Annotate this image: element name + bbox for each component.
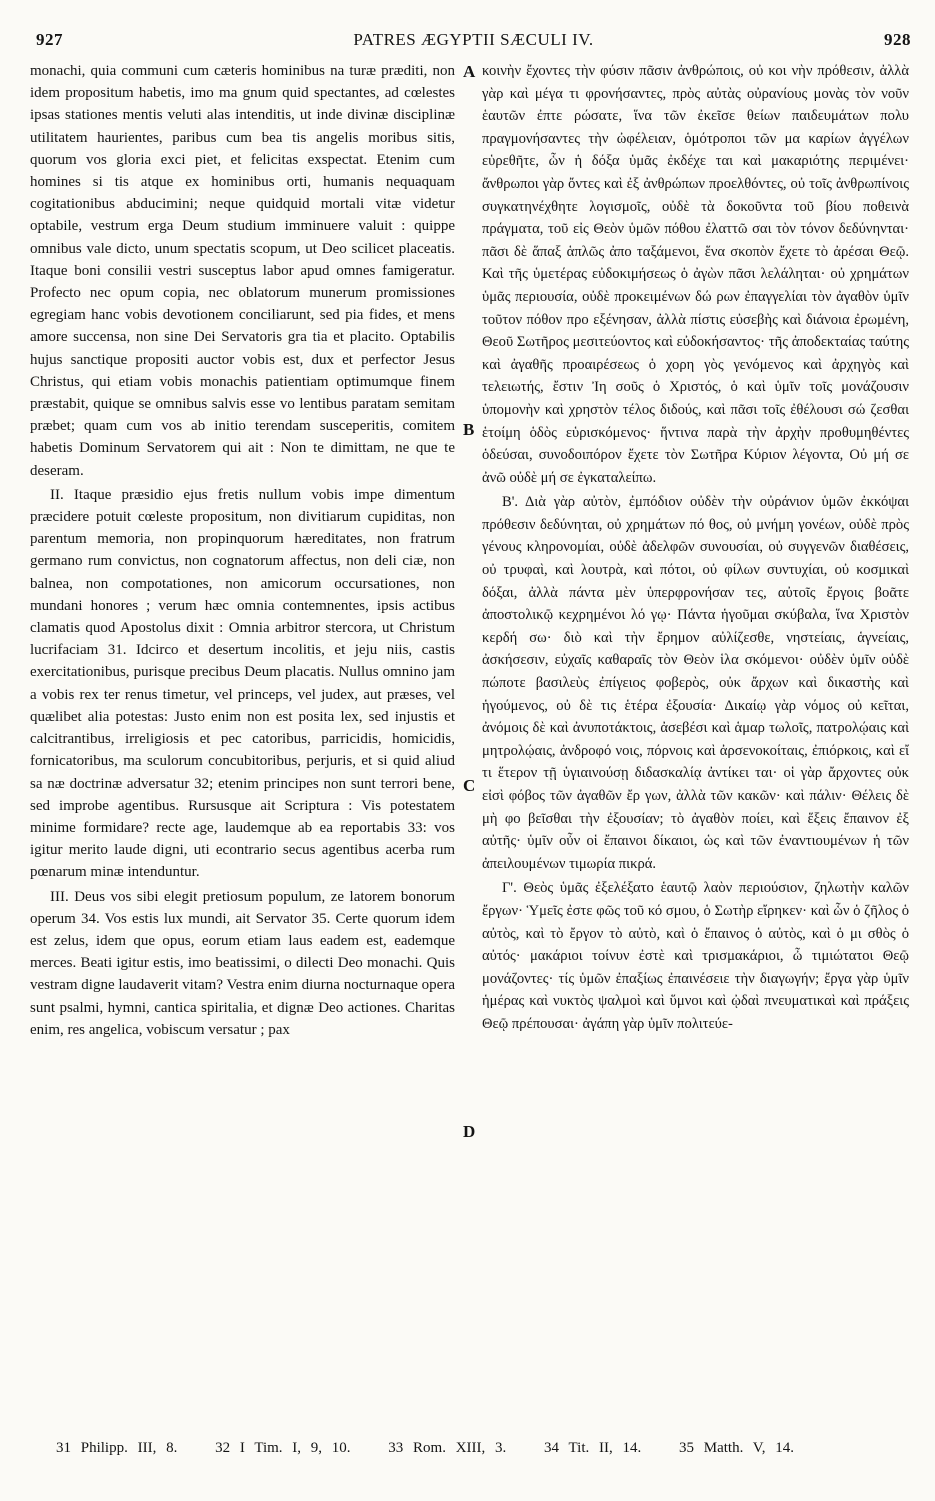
running-title: PATRES ÆGYPTII SÆCULI IV.: [353, 30, 594, 49]
page-number-left: 927: [36, 30, 63, 49]
footnote-34: 34 Tit. II, 14.: [544, 1440, 642, 1456]
greek-paragraph-3: Γ'. Θεὸς ὑμᾶς ἐξελέξατο ἑαυτῷ λαὸν περιούσιον, ζηλωτὴν καλῶν ἔργων· Ὑμεῖς ἐστε φῶς τοῦ κό σμου, ὁ Σωτὴρ εἴρηκεν· καὶ ὧν ὁ ζῆλος ὁ αὐτὸς, καὶ τὸ ἔργον τὸ αὐτὸ, καὶ ὁ ἔπαινος ὁ αὐτὸς, καὶ ὁ μι σθὸς ὁ αὐτός· μακάριοι τοίνυν ἐστὲ καὶ τρισμακάριοι, ὦ τιμιώτατοι Θεῷ μονάζοντες· τίς ὑμῶν ἐπαξίως ἐπαινέσειε τὴν διαγωγήν; ἔργα γὰρ ὑμῖν ἡμέρας καὶ νυκτὸς ψαλμοὶ καὶ ὕμνοι καὶ ᾠδαὶ πνευματικαὶ καὶ πράξεις Θεῷ πρέπουσαι· ἀγάπη γὰρ ὑμῖν πολιτεύε-: [482, 880, 909, 1032]
footnote-33: 33 Rom. XIII, 3.: [388, 1440, 507, 1456]
page-number-right: 928: [884, 30, 911, 49]
margin-marker-c: C: [463, 776, 476, 795]
footnote-31: 31 Philipp. III, 8.: [56, 1440, 178, 1456]
greek-column: [482, 60, 909, 1036]
greek-paragraph-2: Β'. Διὰ γὰρ αὐτὸν, ἐμπόδιον οὐδὲν τὴν οὐράνιον ὑμῶν ἐκκόψαι πρόθεσιν δεδύνηται, οὐ χρημάτων πό θος, οὐ μνήμη γονέων, οὐδὲ πρὸς γένους κληρονομίαι, οὐδὲ ἀδελφῶν συνουσίαι, οὐ συγγενῶν διαθέσεις, οὐ τρυφαὶ, καὶ λουτρὰ, καὶ πότοι, οὐ φίλων συντυχίαι, οὐ κοσμικαὶ δόξαι, ἀλλὰ πάντα μὲν ὑπερφρονήσαν τες, αὐτοῖς ἔργοις βοᾶτε ἀποστολικῷ κεχρημένοι λό γῳ· Πάντα ἡγοῦμαι σκύβαλα, ἵνα Χριστὸν κερδή σω· διὸ καὶ τὴν ἔρημον αὐλίζεσθε, νηστείαις, ἁγνείαις, ἀσκήσεσιν, εὐχαῖς καθαραῖς τὸν Θεὸν ἱλα σκόμενοι· οὐδὲν ὑμῖν οὐδὲ πώποτε βασιλεὺς ἐπίγειος φοβερὸς, οὐκ ἄρχων καὶ δικαστὴς καὶ ἡγούμενος, οὐ δὲ τις ἑτέρα ἐξουσία· Δικαίῳ γὰρ νόμος οὐ κεῖται, ἀνόμοις δὲ καὶ ἀνυποτάκτοις, ἀσεβέσι καὶ ἁμαρ τωλοῖς, πατρολῴαις καὶ μητρολῴαις, ἀνδροφό νοις, πόρνοις καὶ ἀρσενοκοίταις, ἐπιόρκοις, καὶ εἴ τι ἕτερον τῇ ὑγιαινούσῃ διδασκαλίᾳ ἀντίκει ται· οἱ γὰρ ἄρχοντες οὐκ εἰσὶ φόβος τῶν ἀγαθῶν ἔρ γων, ἀλλὰ τῶν κακῶν· καὶ πάλιν· Θέλεις δὲ μὴ φο βεῖσθαι τὴν ἐξουσίαν; τὸ ἀγαθὸν ποίει, καὶ ἕξεις ἔπαινον ἐξ αὐτῆς· ὑμῖν οὖν οἱ ἔπαινοι δίκαιοι, ὡς καὶ τῶν ἐναντιουμένων ἡ τῶν ἀπειλουμένων τιμωρία πικρά.: [482, 494, 909, 872]
margin-marker-a: A: [463, 62, 476, 81]
greek-paragraph-1: κοινὴν ἔχοντες τὴν φύσιν πᾶσιν ἀνθρώποις, οὐ κοι νὴν πρόθεσιν, ἀλλὰ γὰρ καὶ μέγα τι φρονήσαντες, πρὸς αὐτὰς οὐρανίους μονὰς τὸν νοῦν ἑαυτῶν ἐπτε ρώσατε, ἵνα τῶν ἐκεῖσε θείων παιδευμάτων πολυ πραγμονήσαντες τὴν ὠφέλειαν, ὁμότροποι τῶν μα καρίων ἀγγέλων εὑρεθῆτε, ὧν ἡ δόξα ὑμᾶς ἐκδέχε ται καὶ μακαριότης περιμένει· ἄνθρωποι γὰρ ὄντες καὶ ἐξ ἀνθρώπων προελθόντες, οὐ τοῖς ἀνθρωπίνοις συγκατηνέχθητε λογισμοῖς, οὐδὲ τὰ δοκοῦντα τοῦ βίου ποθεινὰ πράγματα, τοῦ εἰς Θεὸν ὑμῶν πόθου ἐλαττῶ σαι τὸν τόνον δεδύνηνται· πᾶσι δὲ ἅπαξ ἁπλῶς ἀπο ταξάμενοι, ἕνα σκοπὸν ἔχετε τὸ ἀρέσαι Θεῷ. Καὶ τῆς ὑμετέρας εὐδοκιμήσεως ὁ ἀγὼν πᾶσι λελάληται· οὐ χρημάτων ὑμᾶς περιουσία, οὐδὲ προκειμένων δώ ρων ἐπαγγελίαι τὸν ἀγαθὸν ὑμῖν τοῦτον πόθον προ εξένησαν, ἀλλὰ πίστις εὐσεβὴς καὶ διάνοια ἐρωμένη, Θεοῦ Σωτῆρος μεσιτεύοντος καὶ εὐδοκήσαντος· τῆς ἀποδεκταίας ταύτης καὶ ἀγαθῆς προαιρέσεως ὁ χορη γὸς γενόμενος καὶ ἀρχηγὸς καὶ τελειωτής, ἔστιν Ἰη σοῦς ὁ Χριστός, ὁ καὶ ὑμῖν τοῖς μονάζουσιν ὑπομονὴν καὶ χρηστὸν τέλος διδούς, καὶ πᾶσι τοῖς ἐθέλουσι σώ ζεσθαι ἑτοίμη ὁδὸς εὑρισκόμενος· ἥντινα παρὰ τὴν ἀρχὴν προθυμηθέντες ὁδεύσαι, συνοδοιπόρον ἔχετε τὸν Σωτῆρα Κύριον λέγοντα, Οὐ μή σε ἀνῶ οὐδὲ μή σε ἐγκαταλείπω.: [482, 63, 909, 486]
margin-marker-d: D: [463, 1122, 476, 1141]
latin-paragraph-3: III. Deus vos sibi elegit pretiosum populum, ze latorem bonorum operum 34. Vos estis lux mundi, ait Servator 35. Certe quorum idem est zelus, idem que opus, eorum etiam laus eadem est, eademque merces. Beati igitur estis, imo beatissimi, o dilecti Deo monachi. Quis vestram digne laudaverit vitam? Vestra enim diurna nocturnaque opera sunt psalmi, hymni, cantica spiritalia, et dignæ Deo actiones. Charitas enim, res angelica, vobiscum versatur ; pax: [30, 888, 455, 1038]
footnote-35: 35 Matth. V, 14.: [679, 1440, 794, 1456]
footnotes: [56, 1440, 875, 1457]
margin-marker-b: B: [463, 420, 475, 439]
footnote-32: 32 I Tim. I, 9, 10.: [215, 1440, 351, 1456]
latin-paragraph-1: monachi, quia communi cum cæteris hominibus na turæ præditi, non idem propositum habetis, imo ma gnum quid spectantes, ad cœlestes ipsas stationes mentis veluti alas intenditis, ut inde divinæ disciplinæ utilitatem haurientes, paribus cum bea tis angelis moribus sitis, quorum vos gloria exci piet, et felicitas exspectat. Etenim cum homines si tis atque ex hominibus orti, humanis nequaquam cogitationibus abducimini; neque quidquid mortali vitæ videtur optabile, vestrum erga Deum studium imminuere valuit : quippe omnibus vale dicto, unum spectatis scopum, ut Deo scilicet placeatis. Itaque boni consilii vestri susceptus labor apud omnes famigeratur. Profecto nec opum copia, nec oblatorum munerum promissiones egregiam hanc vobis devotionem conciliarunt, sed pia fides, et mens amore succensa, non sine Dei Servatoris gra tia et placito. Optabilis hujus sanctique propositi auctor vobis est, dux et perfector Jesus Christus, qui etiam vobis monachis patientiam optimumque finem præstabit, quique se omnibus salvis esse vo lentibus paratam semitam præbet; quam cum vos ab initio terendam susceperitis, comitem habetis Dominum Servatorem qui ait : Non te dimittam, ne que te deseram.: [30, 63, 455, 479]
latin-column: [30, 60, 455, 1041]
page-header: [36, 30, 911, 54]
latin-paragraph-2: II. Itaque præsidio ejus fretis nullum vobis impe dimentum præcidere potuit cœleste propositum, non divitiarum cupiditas, non parentum memoria, non propinquorum hæreditates, non fratrum germano rum convictus, non cognatorum affectus, non deli ciæ, non balnea, non compotationes, non amicorum occursationes, non mundani honores ; verum hæc omnia contemnentes, ipsis actibus clamatis quod Apostolus dixit : Omnia arbitror stercora, ut Christum lucrifaciam 31. Idcirco et desertum incolitis, et jeju niis, castis exercitationibus, purisque precibus Deum placatis. Nullus omnino jam a vobis rex ter renus timetur, vel princeps, vel judex, aut præses, vel quælibet alia potestas: Justo enim non est posita lex, sed injustis et calcitrantibus, irreligiosis et pec catoribus, parricidis, homicidis, fornicatoribus, ma sculorum concubitoribus, perjuris, et si quid aliud sa næ doctrinæ adversatur 32; etenim principes non sunt terrori bene, sed improbe agentibus. Rursusque ait Scriptura : Vis potestatem minime formidare? recte age, laudemque ab ea reportabis 33: vos igitur merito laude digni, uti econtrario secus agentibus acerba rum pœnarum minæ intenduntur.: [30, 486, 455, 881]
